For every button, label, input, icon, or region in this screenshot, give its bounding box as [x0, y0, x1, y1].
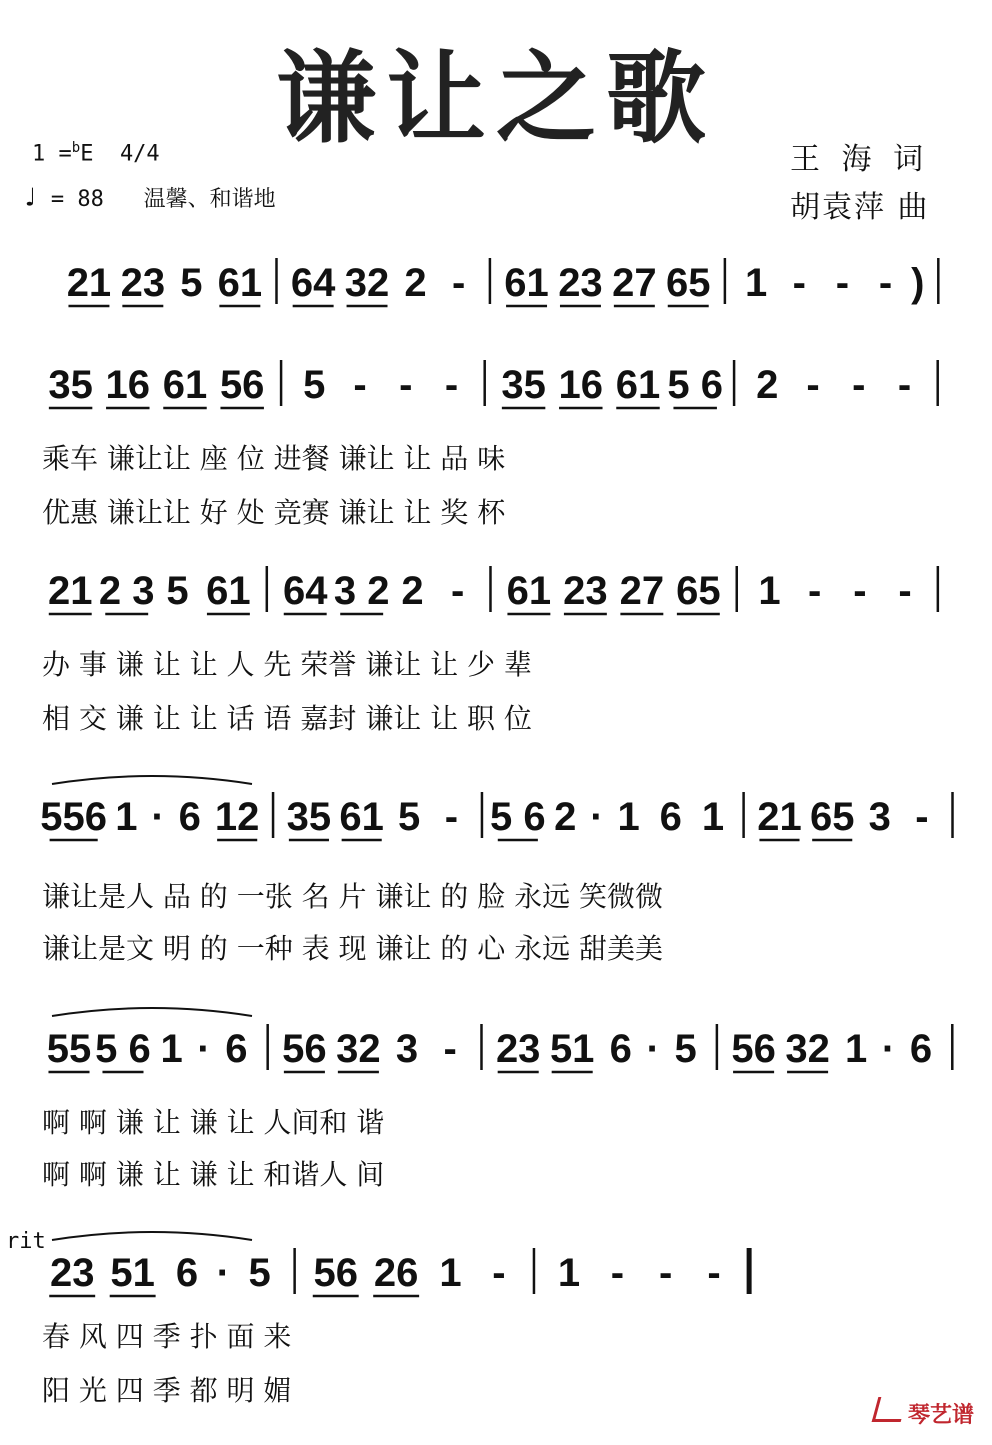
note-token: 1	[115, 795, 138, 839]
note-token: 6	[909, 1027, 933, 1071]
note-token: 23	[563, 569, 608, 613]
note-token: 2	[401, 569, 424, 613]
note-token: 6	[175, 1251, 199, 1295]
note-token: ·	[151, 795, 165, 839]
composer-credit: 胡袁萍 曲	[790, 190, 930, 225]
note-token: ·	[646, 1027, 660, 1071]
note-token: 1	[758, 569, 781, 613]
lyric-line: 优惠 谦让让 好 处 竞赛 谦让 让 奖 杯	[42, 496, 506, 529]
note-token: 2 3	[98, 569, 155, 613]
note-token: -	[915, 795, 929, 839]
note-token: 23	[49, 1251, 95, 1295]
lyric-line: 啊 啊 谦 让 谦 让 和谐人 间	[42, 1158, 385, 1191]
note-token: 21	[47, 569, 93, 613]
note-token: -	[443, 1027, 457, 1071]
note-token: )	[911, 261, 925, 305]
lyric-line: 春 风 四 季 扑 面 来	[42, 1320, 292, 1353]
lyric-line: 谦让是人 品 的 一张 名 片 谦让 的 脸 永远 笑微微	[42, 880, 664, 913]
lyricist-credit: 王 海 词	[790, 142, 930, 177]
expression-mark: 温馨、和谐地	[143, 187, 276, 212]
note-token: 1	[557, 1251, 581, 1295]
note-token: ·	[881, 1027, 896, 1071]
logo-icon	[872, 1397, 908, 1422]
note-token: 56	[282, 1027, 327, 1071]
note-token: 21	[757, 795, 802, 839]
note-token: 61	[504, 261, 549, 305]
note-token: -	[806, 363, 820, 407]
note-token: 21	[66, 261, 112, 305]
key-note: E	[80, 141, 94, 167]
note-token: 1	[745, 261, 768, 305]
slur-arc	[52, 1232, 252, 1240]
note-token: 6	[609, 1027, 632, 1071]
note-token: 5	[674, 1027, 697, 1071]
note-token: ·	[197, 1027, 211, 1071]
note-token: 61	[206, 569, 251, 613]
note-token: -	[444, 363, 459, 407]
note-token: 35	[286, 795, 332, 839]
lyric-line: 相 交 谦 让 让 话 语 嘉封 谦让 让 职 位	[42, 702, 532, 735]
note-token: 3 2	[333, 569, 390, 613]
note-token: 64	[282, 569, 328, 613]
lyric-line: 乘车 谦让让 座 位 进餐 谦让 让 品 味	[42, 442, 506, 475]
note-token: 23	[558, 261, 603, 305]
note-token: 61	[615, 363, 661, 407]
slur-arc	[52, 776, 252, 784]
note-token: 1	[845, 1027, 868, 1071]
note-token: 64	[290, 261, 336, 305]
note-token: 6	[178, 795, 201, 839]
note-token: 35	[48, 363, 93, 407]
lyric-line: 阳 光 四 季 都 明 媚	[42, 1374, 292, 1407]
note-token: 2	[756, 363, 779, 407]
note-token: -	[707, 1251, 721, 1295]
lyric-line: 啊 啊 谦 让 谦 让 人间和 谐	[42, 1106, 385, 1139]
note-token: 5 6	[490, 795, 546, 839]
rit-mark: rit	[6, 1229, 46, 1254]
note-token: 5	[166, 569, 189, 613]
note-token: -	[835, 261, 850, 305]
note-token: 12	[214, 795, 260, 839]
note-token: 1	[439, 1251, 462, 1295]
note-token: 16	[558, 363, 604, 407]
note-token: -	[451, 261, 466, 305]
note-token: -	[610, 1251, 625, 1295]
note-token: -	[444, 795, 459, 839]
note-token: 61	[162, 363, 208, 407]
song-title: 谦让之歌	[276, 40, 716, 157]
note-token: 5	[398, 795, 421, 839]
note-token: 5 6	[667, 363, 723, 407]
watermark-text: 琴艺谱	[907, 1403, 974, 1428]
note-token: -	[659, 1251, 673, 1295]
note-token: 6	[659, 795, 682, 839]
note-token: 32	[344, 261, 390, 305]
note-token: 5	[303, 363, 326, 407]
note-token: 2	[554, 795, 577, 839]
note-token: 61	[506, 569, 552, 613]
note-token: 1	[617, 795, 640, 839]
note-token: -	[808, 569, 822, 613]
note-token: 16	[105, 363, 151, 407]
note-token: 56	[731, 1027, 776, 1071]
note-token: 6	[225, 1027, 248, 1071]
note-token: -	[878, 261, 893, 305]
tempo-value: = 88	[50, 187, 104, 212]
note-token: 5 6	[95, 1027, 151, 1071]
note-token: -	[353, 363, 367, 407]
note-token: -	[898, 569, 912, 613]
note-token: 65	[665, 261, 711, 305]
note-token: 32	[785, 1027, 830, 1071]
note-token: 55	[46, 1027, 92, 1071]
note-token: 27	[612, 261, 657, 305]
note-token: 27	[619, 569, 665, 613]
note-token: ·	[216, 1251, 230, 1295]
note-token: 2	[404, 261, 427, 305]
note-token: 5	[180, 261, 203, 305]
note-token: 65	[809, 795, 855, 839]
note-token: 61	[339, 795, 384, 839]
note-token: 3	[868, 795, 891, 839]
note-token: 51	[549, 1027, 595, 1071]
note-token: -	[792, 261, 806, 305]
note-token: 35	[501, 363, 546, 407]
note-token: 51	[110, 1251, 155, 1295]
note-token: 32	[336, 1027, 381, 1071]
note-token: 3	[395, 1027, 419, 1071]
note-token: -	[897, 363, 912, 407]
note-token: 5	[248, 1251, 271, 1295]
note-token: 556	[40, 795, 108, 839]
note-token: 23	[120, 261, 166, 305]
note-token: -	[399, 363, 413, 407]
note-token: 61	[217, 261, 263, 305]
note-token: -	[852, 363, 866, 407]
watermark-logo	[875, 1397, 974, 1429]
note-token: 1	[160, 1027, 183, 1071]
note-token: 23	[495, 1027, 541, 1071]
note-token: 56	[219, 363, 265, 407]
key-flat: b	[71, 140, 81, 156]
note-token: 56	[313, 1251, 358, 1295]
note-token: ·	[590, 795, 604, 839]
note-token: 65	[676, 569, 721, 613]
lyric-line: 办 事 谦 让 让 人 先 荣誉 谦让 让 少 辈	[42, 648, 532, 681]
note-token: -	[853, 569, 867, 613]
lyric-line: 谦让是文 明 的 一种 表 现 谦让 的 心 永远 甜美美	[42, 932, 664, 965]
note-token: -	[451, 569, 465, 613]
key-signature: 1 =	[32, 141, 72, 167]
time-signature: 4/4	[119, 141, 160, 167]
note-token: -	[492, 1251, 506, 1295]
slur-arc	[52, 1008, 252, 1016]
note-token: 1	[701, 795, 725, 839]
quarter-note-icon: ♩	[22, 183, 38, 213]
note-token: 26	[373, 1251, 419, 1295]
